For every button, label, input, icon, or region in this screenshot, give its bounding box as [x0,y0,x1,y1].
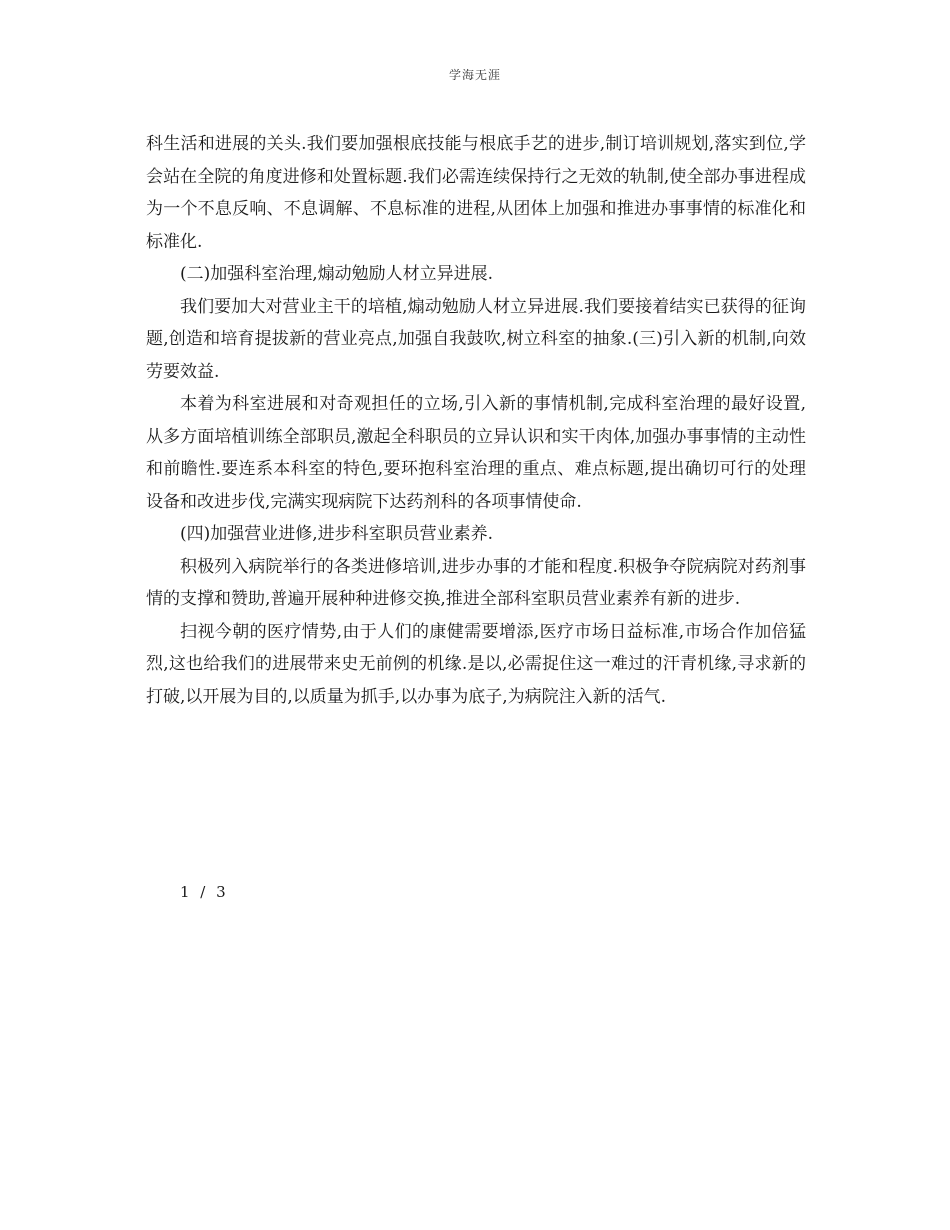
paragraph-7: 扫视今朝的医疗情势,由于人们的康健需要增添,医疗市场日益标准,市场合作加倍猛烈,这也给我们的进展带来史无前例的机缘.是以,必需捉住这一难过的汗青机缘,寻求新的打破,以开展为目的,以质量为抓手,以办事为底子,为病院注入新的活气. [146,621,806,707]
paragraph-6: 积极列入病院举行的各类进修培训,进步办事的才能和程度.积极争夺院病院对药剂事情的支撑和赞助,普遍开展种种进修交换,推进全部科室职员营业素养有新的进步. [146,556,806,609]
paragraph-1: 科生活和进展的关头.我们要加强根底技能与根底手艺的进步,制订培训规划,落实到位,学会站在全院的角度进修和处置标题.我们必需连续保持行之无效的轨制,使全部办事进程成为一个不息反响、不息调解、不息标准的进程,从团体上加强和推进办事事情的标准化和标准化. [146,134,806,252]
paragraph-3: 我们要加大对营业主干的培植,煽动勉励人材立异进展.我们要接着结实已获得的征询题,创造和培育提拔新的营业亮点,加强自我鼓吹,树立科室的抽象.(三)引入新的机制,向效劳要效益. [146,296,806,382]
page-header: 学海无涯 [448,68,501,82]
document-body [146,128,806,713]
page-number: 1 / 3 [180,883,229,901]
paragraph-5: (四)加强营业进修,进步科室职员营业素养. [180,524,494,544]
paragraph-4: 本着为科室进展和对奇观担任的立场,引入新的事情机制,完成科室治理的最好设置,从多方面培植训练全部职员,激起全科职员的立异认识和实干肉体,加强办事事情的主动性和前瞻性.要连系本科室的特色,要环抱科室治理的重点、难点标题,提出确切可行的处理设备和改进步伐,完满实现病院下达药剂科的各项事情使命. [146,394,806,512]
paragraph-2: (二)加强科室治理,煽动勉励人材立异进展. [180,264,494,284]
